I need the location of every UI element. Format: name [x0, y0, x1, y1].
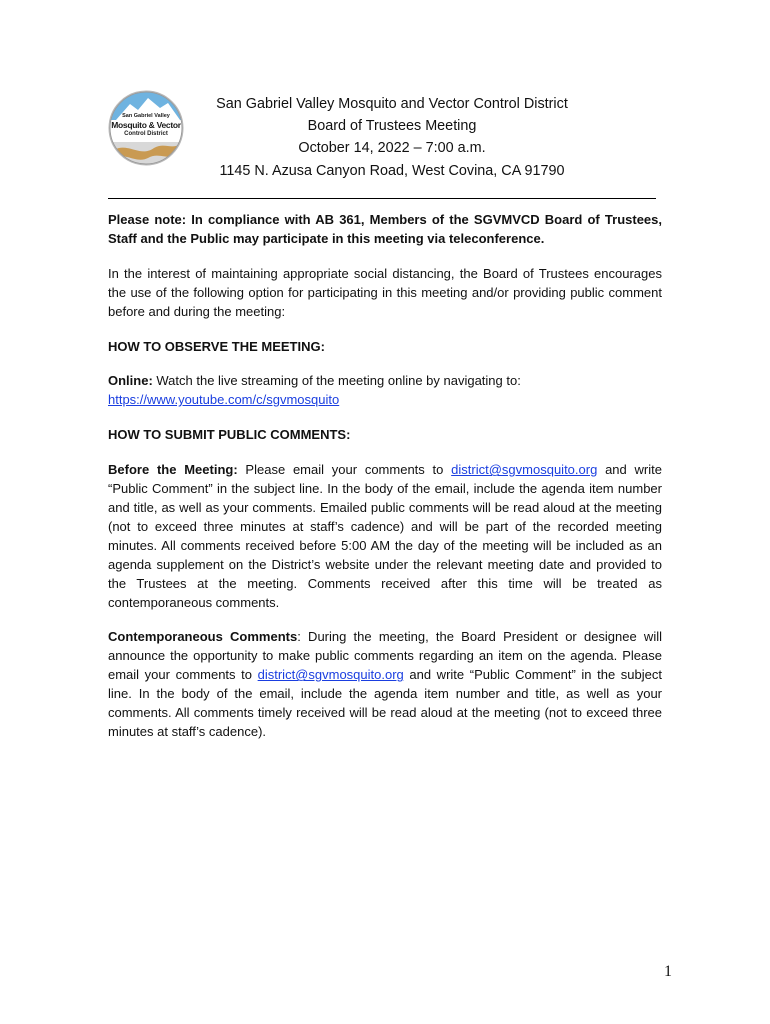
observe-heading: HOW TO OBSERVE THE MEETING:: [108, 338, 325, 354]
contemporaneous-text-1: : During the meeting, the Board President or designee will announce the opportunity to make public comments regarding an item on the agenda. Please email your comments to: [108, 629, 662, 683]
logo-text-line2: Mosquito & Vector: [111, 120, 181, 130]
email-link-before[interactable]: district@sgvmosquito.org: [451, 462, 598, 478]
meeting-datetime: October 14, 2022 – 7:00 a.m.: [298, 140, 486, 157]
contemporaneous-label: Contemporaneous Comments: [108, 629, 298, 645]
header-divider: [108, 198, 656, 199]
page-number: 1: [664, 963, 672, 980]
logo-text-line3: Control District: [124, 131, 168, 137]
online-paragraph: [108, 372, 662, 410]
before-meeting-text-1: Please email your comments to: [237, 462, 452, 478]
district-logo: [108, 90, 184, 166]
youtube-link[interactable]: https://www.youtube.com/c/sgvmosquito: [108, 392, 340, 408]
organization-name: San Gabriel Valley Mosquito and Vector Control District: [216, 96, 568, 112]
intro-paragraph: In the interest of maintaining appropriate social distancing, the Board of Trustees encourages the use of the following option for participating in this meeting and/or providing public comment before and during the meeting:: [108, 265, 662, 319]
contemporaneous-text-2: and write “Public Comment” in the subject line. In the body of the email, include the agenda item number and title, as well as your comments. All comments timely received will be read aloud at the meeting (not to exceed three minutes at staff’s cadence).: [108, 667, 662, 739]
teleconference-notice: Please note: In compliance with AB 361, Members of the SGVMVCD Board of Trustees, Staff and the Public may participate in this meeting via teleconference.: [108, 212, 662, 246]
online-text: Watch the live streaming of the meeting online by navigating to:: [152, 373, 521, 389]
meeting-title: Board of Trustees Meeting: [307, 118, 477, 135]
contemporaneous-paragraph: [108, 628, 662, 741]
submit-heading: HOW TO SUBMIT PUBLIC COMMENTS:: [108, 427, 351, 443]
document-body: [108, 211, 662, 758]
online-label: Online:: [108, 373, 153, 389]
email-link-during[interactable]: district@sgvmosquito.org: [257, 667, 404, 683]
before-meeting-text-2: and write “Public Comment” in the subject line. In the body of the email, include the agenda item number and title, as well as your comments. Emailed public comments will be read aloud at the meeting (not to exceed three minutes at staff’s cadence) and will be part of the recorded meeting minutes. All comments received before 5:00 AM the day of the meeting will be included as an agenda supplement on the District’s website under the relevant meeting date and provided to the Trustees at the meeting. Comments received after this time will be treated as contemporaneous comments.: [108, 462, 662, 610]
meeting-address: 1145 N. Azusa Canyon Road, West Covina, CA 91790: [219, 162, 565, 179]
before-meeting-label: Before the Meeting:: [108, 462, 238, 478]
logo-text-line1: San Gabriel Valley: [122, 113, 170, 119]
document-header: [200, 93, 584, 182]
before-meeting-paragraph: [108, 461, 662, 612]
